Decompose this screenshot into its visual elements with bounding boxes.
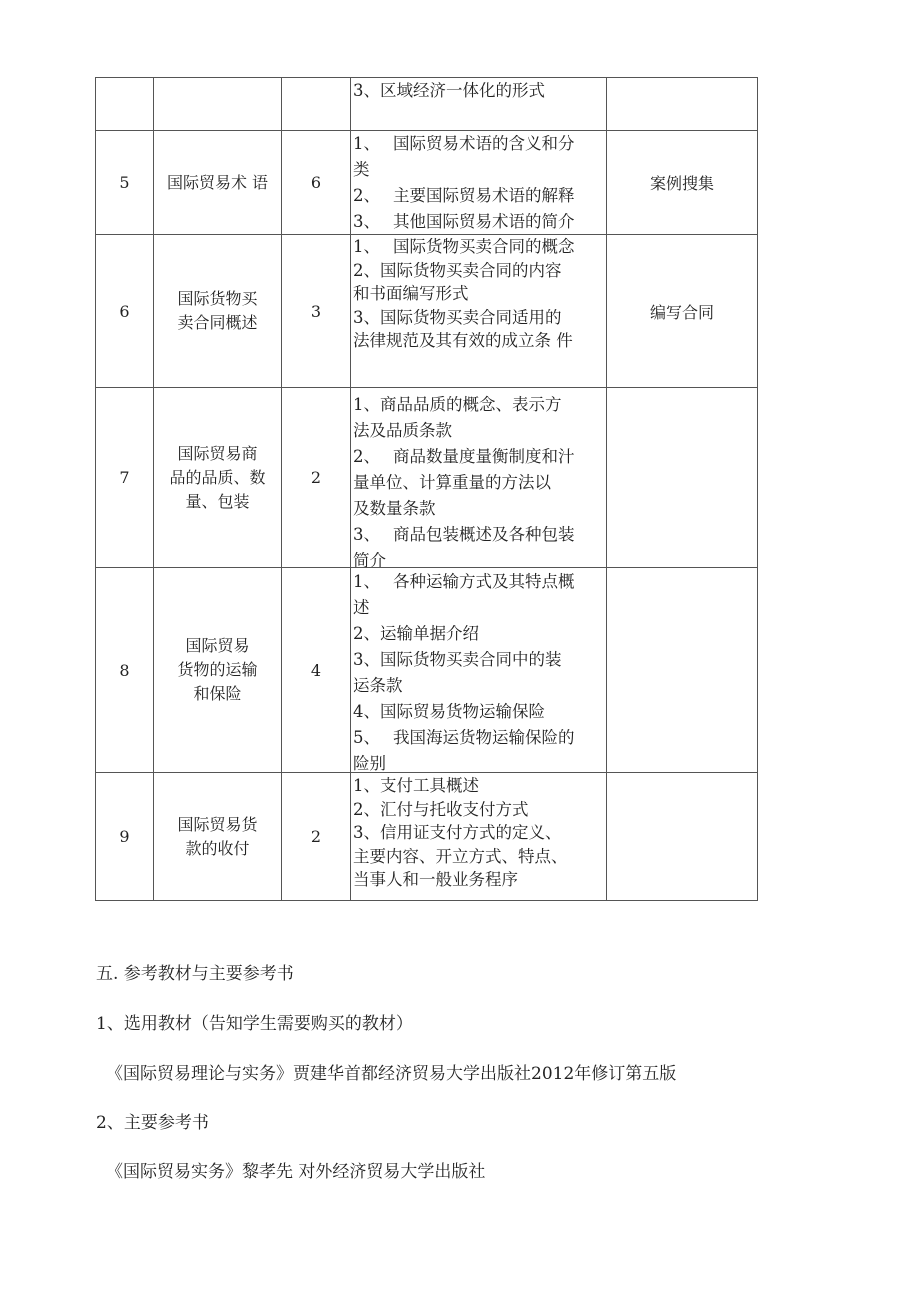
chapter-line: 国际贸易货 (177, 814, 258, 834)
table-row (96, 78, 758, 131)
chapter-cell (154, 78, 282, 131)
item-number: 3、 (353, 525, 380, 544)
chapter-line: 和保险 (193, 684, 242, 703)
hours-cell: 2 (282, 388, 351, 568)
remark-cell: 编写合同 (607, 235, 758, 388)
content-line (353, 522, 604, 548)
hours-cell: 2 (282, 773, 351, 901)
content-line: 主要内容、开立方式、特点、 (353, 846, 568, 866)
content-cell (351, 773, 607, 901)
content-line: 2、汇付与托收支付方式 (353, 799, 529, 819)
content-line (353, 131, 604, 157)
table-row (96, 235, 758, 388)
remark-cell (607, 773, 758, 901)
remark-cell (607, 568, 758, 773)
syllabus-table (95, 77, 758, 901)
content-line (353, 569, 604, 595)
content-line: 类 (353, 160, 370, 179)
remark-cell (607, 388, 758, 568)
chapter-line: 货物的运输 (177, 660, 258, 679)
content-line: 述 (353, 598, 370, 617)
number-cell: 8 (96, 568, 154, 773)
chapter-cell (154, 235, 282, 388)
item-number: 2、 (353, 186, 380, 205)
content-line: 量单位、计算重量的方法以 (353, 473, 551, 492)
content-line: 法律规范及其有效的成立条 件 (353, 331, 573, 350)
content-cell (351, 131, 607, 235)
content-line: 1、支付工具概述 (353, 776, 479, 795)
item-text: 各种运输方式及其特点概 (393, 572, 575, 591)
content-line: 法及品质条款 (353, 421, 452, 440)
chapter-line: 国际贸易商 (177, 443, 258, 463)
references-label: 2、主要参考书 (96, 1113, 209, 1133)
content-cell (351, 235, 607, 388)
content-line: 3、国际货物买卖合同适用的 (353, 307, 562, 327)
content-line (353, 235, 604, 259)
chapter-cell (154, 773, 282, 901)
item-text: 商品数量度量衡制度和汁 (393, 447, 575, 466)
hours-cell: 6 (282, 131, 351, 235)
table-row (96, 131, 758, 235)
textbook-entry: 《国际贸易理论与实务》贾建华首都经济贸易大学出版社2012年修订第五版 (106, 1064, 677, 1084)
hours-cell (282, 78, 351, 131)
item-number: 1、 (353, 237, 380, 256)
hours-cell: 3 (282, 235, 351, 388)
number-cell: 5 (96, 131, 154, 235)
chapter-cell (154, 568, 282, 773)
chapter-line: 国际货物买 (177, 289, 258, 308)
item-number: 5、 (353, 728, 380, 747)
content-line (353, 725, 604, 751)
content-line: 当事人和一般业务程序 (353, 870, 518, 889)
chapter-cell: 国际贸易术 语 (154, 131, 282, 235)
chapter-line: 国际贸易 (185, 636, 250, 655)
table-row (96, 773, 758, 901)
reference-entry: 《国际贸易实务》黎孝先 对外经济贸易大学出版社 (106, 1162, 486, 1182)
content-line: 险别 (353, 754, 386, 772)
item-text: 国际货物买卖合同的概念 (393, 237, 575, 256)
table-row (96, 388, 758, 568)
content-line: 简介 (353, 551, 386, 567)
content-line: 3、国际货物买卖合同中的装 (353, 650, 562, 669)
remark-cell (607, 78, 758, 131)
chapter-cell (154, 388, 282, 568)
textbook-label: 1、选用教材（告知学生需要购买的教材） (96, 1014, 413, 1034)
content-line (353, 183, 604, 209)
content-line (353, 209, 604, 234)
chapter-line: 量、包装 (185, 491, 250, 511)
chapter-line: 品的品质、数 (169, 467, 266, 487)
content-line: 4、国际贸易货物运输保险 (353, 702, 545, 721)
content-line: 2、运输单据介绍 (353, 624, 479, 643)
content-line: 1、商品品质的概念、表示方 (353, 395, 562, 414)
remark-cell: 案例搜集 (607, 131, 758, 235)
content-line: 及数量条款 (353, 499, 436, 518)
table-row (96, 568, 758, 773)
number-cell (96, 78, 154, 131)
content-line: 3、区域经济一体化的形式 (353, 81, 545, 100)
content-line: 运条款 (353, 676, 403, 695)
content-line (353, 444, 604, 470)
content-line: 3、信用证支付方式的定义、 (353, 823, 562, 842)
item-text: 国际贸易术语的含义和分 (393, 134, 575, 153)
item-text: 主要国际贸易术语的解释 (393, 186, 575, 205)
item-text: 我国海运货物运输保险的 (393, 728, 575, 747)
content-cell (351, 568, 607, 773)
content-cell (351, 388, 607, 568)
item-number: 3、 (353, 212, 380, 231)
item-text: 其他国际贸易术语的简介 (393, 212, 575, 231)
item-text: 商品包装概述及各种包装 (393, 525, 575, 544)
item-number: 2、 (353, 447, 380, 466)
content-line: 和书面编写形式 (353, 284, 469, 303)
number-cell: 6 (96, 235, 154, 388)
content-line: 2、国际货物买卖合同的内容 (353, 260, 562, 280)
item-number: 1、 (353, 572, 380, 591)
content-cell (351, 78, 607, 131)
hours-cell: 4 (282, 568, 351, 773)
number-cell: 9 (96, 773, 154, 901)
number-cell: 7 (96, 388, 154, 568)
section-heading: 五. 参考教材与主要参考书 (96, 964, 294, 984)
chapter-line: 卖合同概述 (177, 313, 258, 332)
chapter-line: 款的收付 (185, 838, 250, 858)
item-number: 1、 (353, 134, 380, 153)
